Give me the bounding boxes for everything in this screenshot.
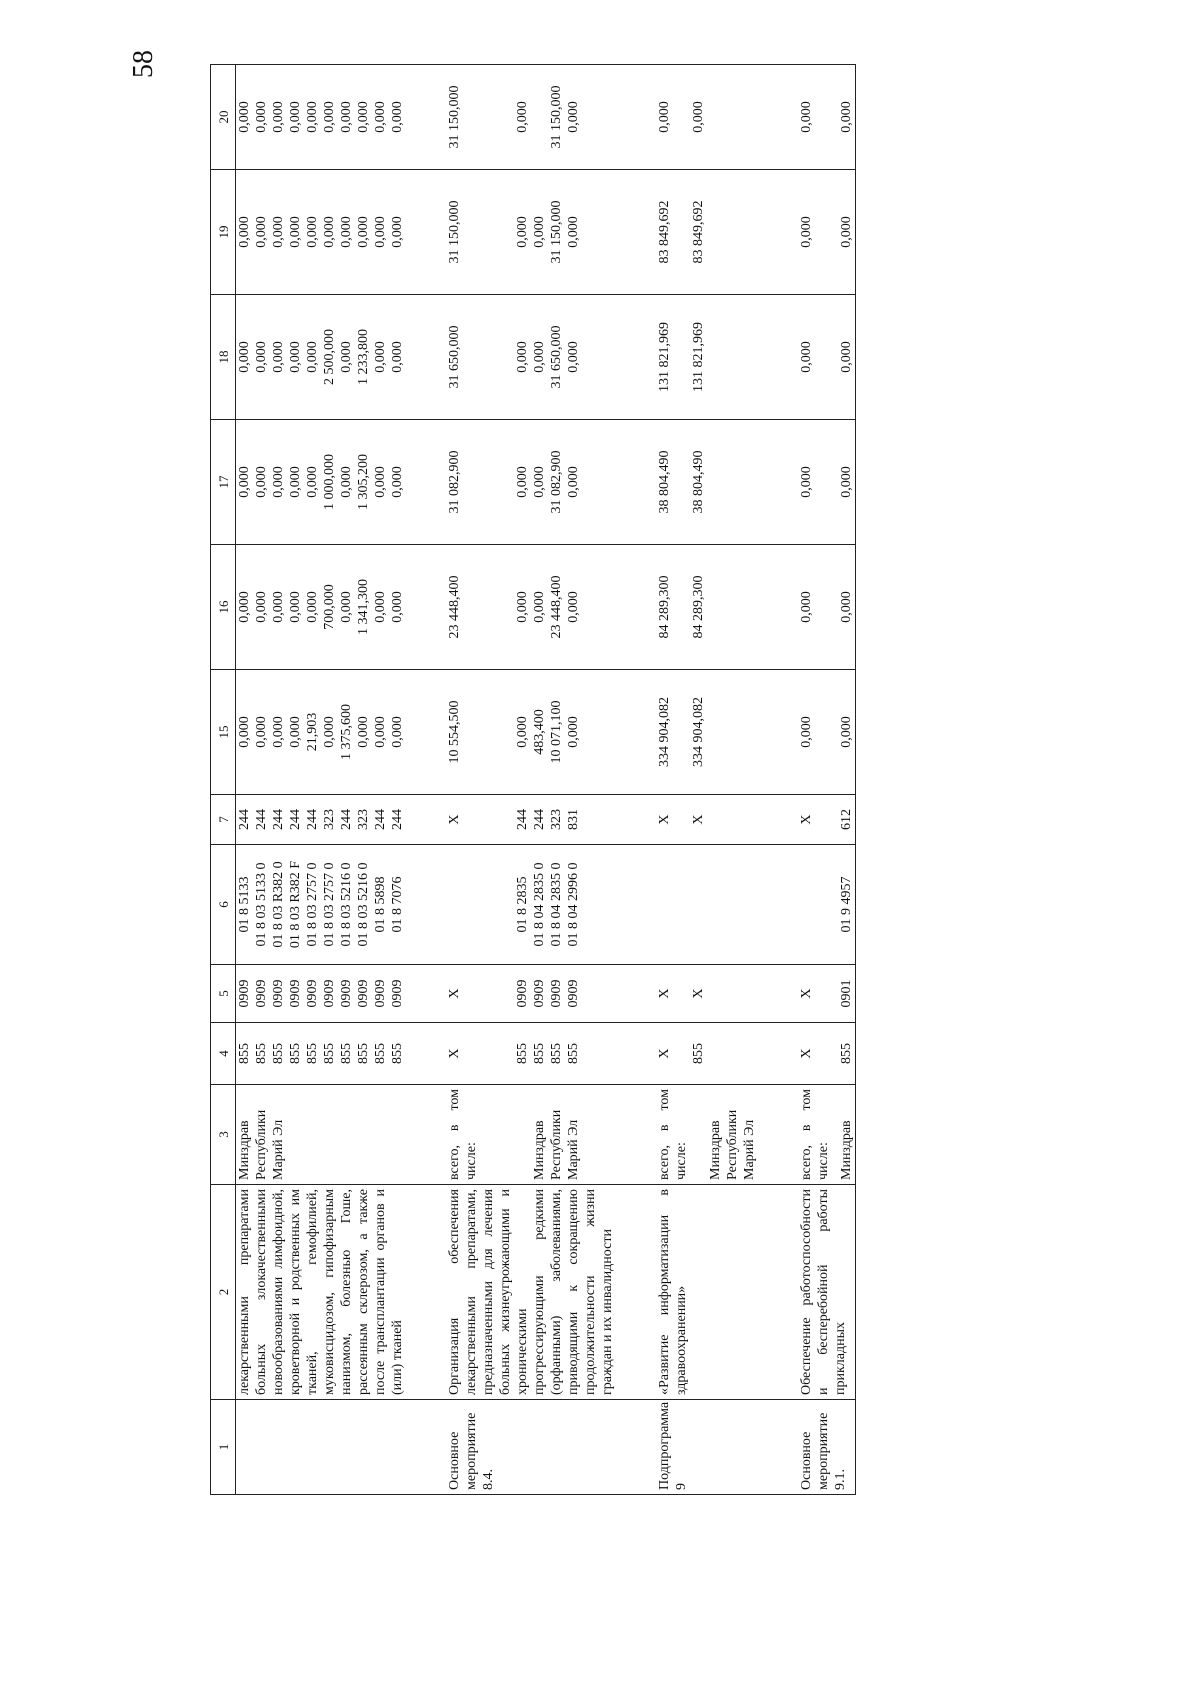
col-header: 3 [211, 1085, 236, 1185]
cell-value: 0,000 [515, 341, 530, 373]
amounts-col-20 [446, 65, 616, 170]
table-row [446, 65, 616, 1495]
cell-value: X [657, 1048, 672, 1059]
row-description: Организация обеспечения лекарственными препаратами, предназначенными для лечения больных жизнеугрожающими и хроническими прогрессирующими редкими (орфанными) заболеваниями, приводящими к сокращению продолжительности жизни граждан и их инвалидности [446, 1185, 616, 1400]
cell-value: 855 [566, 1043, 581, 1064]
cell-value: 0,000 [839, 716, 854, 748]
cell-value: 38 804,490 [657, 450, 672, 514]
amounts-col-16 [798, 545, 856, 670]
cell-value: 01 8 7076 [390, 876, 405, 933]
cell-value: 0,000 [237, 216, 252, 248]
target-codes [236, 845, 407, 965]
section-codes [236, 965, 407, 1023]
header-row [211, 65, 236, 1495]
col-header: 5 [211, 965, 236, 1023]
cell-value: 0909 [254, 979, 269, 1008]
section-codes [656, 965, 758, 1023]
cell-value: 10 071,100 [549, 700, 564, 764]
cell-value: 0,000 [515, 591, 530, 623]
cell-value: 0,000 [271, 716, 286, 748]
amounts-col-19 [446, 170, 616, 295]
cell-value: 0,000 [515, 716, 530, 748]
amounts-col-18 [446, 295, 616, 420]
cell-value: 244 [305, 809, 320, 830]
cell-value: 0,000 [288, 466, 303, 498]
cell-value: 323 [356, 809, 371, 830]
cell-value: 244 [288, 809, 303, 830]
cell-value: 0,000 [356, 101, 371, 133]
cell-value: 0,000 [288, 101, 303, 133]
cell-value: 0,000 [390, 466, 405, 498]
cell-value: 1 341,300 [356, 579, 371, 635]
cell-value [656, 849, 673, 960]
cell-value: 0,000 [271, 591, 286, 623]
cell-value: 0,000 [373, 341, 388, 373]
cell-value: 0,000 [390, 101, 405, 133]
total-label: всего, в том числе: [799, 1089, 831, 1180]
cell-value: 0,000 [254, 341, 269, 373]
responsible-executor: Минздрав Республики Марий Эл [708, 1109, 757, 1180]
cell-value: 31 150,000 [447, 200, 462, 264]
cell-value: 0,000 [339, 216, 354, 248]
cell-value: 0909 [549, 979, 564, 1008]
amounts-col-16 [446, 545, 616, 670]
col-header: 16 [211, 545, 236, 670]
spacer-row [406, 65, 446, 1495]
target-codes [446, 845, 616, 965]
cell-value: 244 [254, 809, 269, 830]
cell-value: 31 150,000 [549, 85, 564, 149]
cell-value: 0,000 [515, 101, 530, 133]
cell-value: 0909 [566, 979, 581, 1008]
col-header: 7 [211, 795, 236, 845]
table-row [236, 65, 407, 1495]
cell-value: 0,000 [566, 216, 581, 248]
cell-value: 0,000 [373, 101, 388, 133]
cell-value: 0,000 [254, 591, 269, 623]
amounts-col-15 [236, 670, 407, 795]
cell-value: 0,000 [839, 591, 854, 623]
cell-value: 23 448,400 [549, 575, 564, 639]
cell-value: 0,000 [339, 591, 354, 623]
row-title [236, 1400, 407, 1495]
cell-value: 244 [373, 809, 388, 830]
row-title: Основное мероприятие 9.1. [798, 1400, 856, 1495]
cell-value: 0,000 [373, 591, 388, 623]
cell-value: 323 [549, 809, 564, 830]
rotated-table-container [210, 65, 990, 1495]
cell-value: 0,000 [799, 466, 814, 498]
cell-value: 334 904,082 [657, 697, 672, 767]
cell-value: 855 [390, 1043, 405, 1064]
cell-value: 10 554,500 [447, 700, 462, 764]
cell-value: 855 [305, 1043, 320, 1064]
cell-value: 0,000 [839, 101, 854, 133]
cell-value: X [447, 988, 462, 999]
col-header: 17 [211, 420, 236, 545]
total-label: всего, в том числе: [657, 1089, 689, 1180]
cell-value: 0,000 [390, 591, 405, 623]
amounts-col-19 [236, 170, 407, 295]
cell-value: 855 [515, 1043, 530, 1064]
cell-value: 0,000 [237, 716, 252, 748]
cell-value: 0,000 [839, 466, 854, 498]
row-description: «Развитие информатизации в здравоохранении» [656, 1185, 758, 1400]
cell-value: 0,000 [271, 341, 286, 373]
amounts-col-17 [798, 420, 856, 545]
expense-type-codes [656, 795, 758, 845]
cell-value: 0909 [305, 979, 320, 1008]
cell-value: 0,000 [657, 101, 672, 133]
cell-value: 0,000 [288, 716, 303, 748]
amounts-col-15 [446, 670, 616, 795]
cell-value: 0,000 [515, 216, 530, 248]
cell-value: 0,000 [373, 716, 388, 748]
grbs-codes [798, 1023, 856, 1085]
target-codes [798, 845, 856, 965]
spacer-row [616, 65, 656, 1495]
cell-value: 0,000 [799, 101, 814, 133]
cell-value: 0909 [373, 979, 388, 1008]
cell-value: 0,000 [566, 341, 581, 373]
expense-type-codes [236, 795, 407, 845]
cell-value: 0,000 [237, 591, 252, 623]
cell-value: 01 8 03 2757 0 [305, 862, 320, 947]
cell-value: 83 849,692 [691, 200, 706, 264]
responsible-executor: Минздрав [839, 1120, 854, 1180]
cell-value: 31 150,000 [447, 85, 462, 149]
col-header: 1 [211, 1400, 236, 1495]
cell-value: 0,000 [839, 216, 854, 248]
cell-value: 01 9 4957 [839, 876, 854, 933]
cell-value: 0,000 [237, 101, 252, 133]
responsible-executor-cell [446, 1085, 616, 1185]
col-header: 18 [211, 295, 236, 420]
cell-value: 0,000 [566, 101, 581, 133]
responsible-executor-cell [798, 1085, 856, 1185]
cell-value: 0,000 [799, 716, 814, 748]
cell-value: 0,000 [799, 591, 814, 623]
cell-value: 855 [271, 1043, 286, 1064]
cell-value: 0,000 [271, 466, 286, 498]
amounts-col-18 [798, 295, 856, 420]
cell-value: 0,000 [339, 101, 354, 133]
expense-type-codes [798, 795, 856, 845]
cell-value: 0,000 [799, 216, 814, 248]
cell-value: 244 [390, 809, 405, 830]
cell-value: 0,000 [271, 216, 286, 248]
cell-value: 131 821,969 [657, 322, 672, 392]
cell-value: 01 8 03 2757 0 [322, 862, 337, 947]
cell-value: 0,000 [288, 341, 303, 373]
cell-value: X [691, 988, 706, 999]
cell-value: X [799, 1048, 814, 1059]
cell-value: 855 [237, 1043, 252, 1064]
cell-value: 01 8 03 5216 0 [356, 862, 371, 947]
cell-value: 855 [691, 1043, 706, 1064]
cell-value: 0,000 [532, 591, 547, 623]
grbs-codes [656, 1023, 758, 1085]
col-header: 15 [211, 670, 236, 795]
cell-value: 0,000 [532, 341, 547, 373]
cell-value: X [657, 814, 672, 825]
cell-value: 612 [839, 809, 854, 830]
amounts-col-16 [236, 545, 407, 670]
cell-value: 0,000 [254, 216, 269, 248]
responsible-executor: Минздрав Республики Марий Эл [532, 1109, 581, 1180]
cell-value: 0,000 [373, 216, 388, 248]
cell-value: X [691, 814, 706, 825]
amounts-col-17 [656, 420, 758, 545]
cell-value: 01 8 04 2835 0 [532, 862, 547, 947]
cell-value: 0,000 [532, 466, 547, 498]
cell-value: 855 [356, 1043, 371, 1064]
cell-value: 01 8 03 5133 0 [254, 862, 269, 947]
cell-value: 83 849,692 [657, 200, 672, 264]
cell-value: 855 [839, 1043, 854, 1064]
target-codes [656, 845, 758, 965]
amounts-col-18 [236, 295, 407, 420]
amounts-col-19 [656, 170, 758, 295]
cell-value: 0901 [839, 979, 854, 1008]
cell-value: 84 289,300 [657, 575, 672, 639]
cell-value: 334 904,082 [691, 697, 706, 767]
cell-value: 855 [373, 1043, 388, 1064]
cell-value: X [447, 1048, 462, 1059]
cell-value: 0,000 [799, 341, 814, 373]
col-header: 20 [211, 65, 236, 170]
cell-value: 01 8 5898 [373, 876, 388, 933]
cell-value: 2 500,000 [322, 329, 337, 385]
cell-value: 0,000 [271, 101, 286, 133]
cell-value: 01 8 03 R382 0 [271, 861, 286, 948]
amounts-col-16 [656, 545, 758, 670]
amounts-col-17 [446, 420, 616, 545]
cell-value: 244 [339, 809, 354, 830]
cell-value: 31 150,000 [549, 200, 564, 264]
cell-value: X [799, 988, 814, 999]
budget-table [210, 64, 856, 1495]
cell-value: 483,400 [532, 709, 547, 755]
cell-value: 244 [237, 809, 252, 830]
expense-type-codes [446, 795, 616, 845]
cell-value: 855 [549, 1043, 564, 1064]
col-header: 6 [211, 845, 236, 965]
cell-value: 0,000 [288, 591, 303, 623]
cell-value: 0,000 [339, 466, 354, 498]
amounts-col-15 [656, 670, 758, 795]
cell-value: 01 8 5133 [237, 876, 252, 933]
cell-value: 01 8 03 R382 F [288, 860, 303, 949]
cell-value [690, 849, 707, 960]
cell-value: 855 [532, 1043, 547, 1064]
section-codes [798, 965, 856, 1023]
cell-value: 855 [288, 1043, 303, 1064]
cell-value: 21,903 [305, 712, 320, 752]
cell-value: 0909 [390, 979, 405, 1008]
grbs-codes [236, 1023, 407, 1085]
cell-value: X [657, 988, 672, 999]
cell-value: 0,000 [305, 591, 320, 623]
cell-value: 0909 [339, 979, 354, 1008]
cell-value: 0,000 [322, 101, 337, 133]
cell-value: 0,000 [390, 716, 405, 748]
cell-value: 0,000 [237, 341, 252, 373]
cell-value: 0,000 [322, 716, 337, 748]
amounts-col-20 [236, 65, 407, 170]
cell-value: 855 [254, 1043, 269, 1064]
cell-value: 831 [566, 809, 581, 830]
cell-value: 0,000 [515, 466, 530, 498]
cell-value: 0909 [532, 979, 547, 1008]
cell-value: 131 821,969 [691, 322, 706, 392]
amounts-col-18 [656, 295, 758, 420]
cell-value: 0,000 [566, 466, 581, 498]
cell-value [446, 849, 463, 960]
cell-value: 38 804,490 [691, 450, 706, 514]
cell-value: 0,000 [390, 216, 405, 248]
grbs-codes [446, 1023, 616, 1085]
spacer-row [758, 65, 798, 1495]
cell-value: 0909 [356, 979, 371, 1008]
cell-value: 1 375,600 [339, 704, 354, 760]
cell-value: 244 [532, 809, 547, 830]
table-row [798, 65, 856, 1495]
amounts-col-20 [656, 65, 758, 170]
cell-value: 855 [339, 1043, 354, 1064]
section-codes [446, 965, 616, 1023]
amounts-col-20 [798, 65, 856, 170]
cell-value: 244 [515, 809, 530, 830]
cell-value: 01 8 04 2835 0 [549, 862, 564, 947]
amounts-col-19 [798, 170, 856, 295]
cell-value: 31 650,000 [447, 325, 462, 389]
cell-value: 0,000 [305, 466, 320, 498]
cell-value: 0,000 [691, 101, 706, 133]
cell-value: 0,000 [373, 466, 388, 498]
cell-value: 0,000 [254, 716, 269, 748]
cell-value: 31 082,900 [549, 450, 564, 514]
cell-value: 0,000 [839, 341, 854, 373]
cell-value: 0,000 [390, 341, 405, 373]
cell-value: 0,000 [339, 341, 354, 373]
cell-value: 0,000 [566, 591, 581, 623]
cell-value: 0,000 [254, 101, 269, 133]
cell-value: 0,000 [322, 216, 337, 248]
cell-value: 1 233,800 [356, 329, 371, 385]
col-header: 4 [211, 1023, 236, 1085]
cell-value: 0909 [271, 979, 286, 1008]
cell-value: 01 8 2835 [515, 876, 530, 933]
cell-value: 0,000 [566, 716, 581, 748]
col-header: 19 [211, 170, 236, 295]
cell-value: 0,000 [305, 341, 320, 373]
cell-value: 0,000 [254, 466, 269, 498]
cell-value: 0,000 [288, 216, 303, 248]
cell-value: 01 8 04 2996 0 [566, 862, 581, 947]
cell-value: 0,000 [532, 216, 547, 248]
cell-value: 0,000 [305, 101, 320, 133]
cell-value: 855 [322, 1043, 337, 1064]
responsible-executor: Минздрав Республики Марий Эл [236, 1085, 407, 1185]
row-title: Подпрограмма 9 [656, 1400, 758, 1495]
table-row [656, 65, 758, 1495]
cell-value: 31 082,900 [447, 450, 462, 514]
amounts-col-17 [236, 420, 407, 545]
cell-value: 244 [271, 809, 286, 830]
cell-value: 0,000 [356, 216, 371, 248]
cell-value: 0909 [288, 979, 303, 1008]
row-description: лекарственными препаратами больных злокачественными новообразованиями лимфоидной, кроветворной и родственных им тканей, гемофилией, муковисцидозом, гипофизарным нанизмом, болезнью Гоше, рассеянным склерозом, а также после трансплантации органов и (или) тканей [236, 1185, 407, 1400]
row-description: Обеспечение работоспособности и бесперебойной работы прикладных [798, 1185, 856, 1400]
cell-value: 01 8 03 5216 0 [339, 862, 354, 947]
cell-value: 31 650,000 [549, 325, 564, 389]
total-label: всего, в том числе: [447, 1089, 479, 1180]
cell-value: 323 [322, 809, 337, 830]
cell-value: 0909 [322, 979, 337, 1008]
cell-value: X [447, 814, 462, 825]
row-title: Основное мероприятие 8.4. [446, 1400, 616, 1495]
col-header: 2 [211, 1185, 236, 1400]
cell-value: 23 448,400 [447, 575, 462, 639]
cell-value: X [799, 814, 814, 825]
cell-value: 1 000,000 [322, 454, 337, 510]
amounts-col-15 [798, 670, 856, 795]
cell-value: 84 289,300 [691, 575, 706, 639]
cell-value [798, 849, 815, 960]
cell-value: 0,000 [305, 216, 320, 248]
page-number: 58 [128, 50, 159, 78]
cell-value: 0909 [237, 979, 252, 1008]
cell-value: 0909 [515, 979, 530, 1008]
cell-value: 0,000 [356, 716, 371, 748]
cell-value: 0,000 [237, 466, 252, 498]
responsible-executor-cell [656, 1085, 758, 1185]
cell-value [531, 69, 548, 165]
cell-value: 1 305,200 [356, 454, 371, 510]
cell-value: 700,000 [322, 584, 337, 630]
